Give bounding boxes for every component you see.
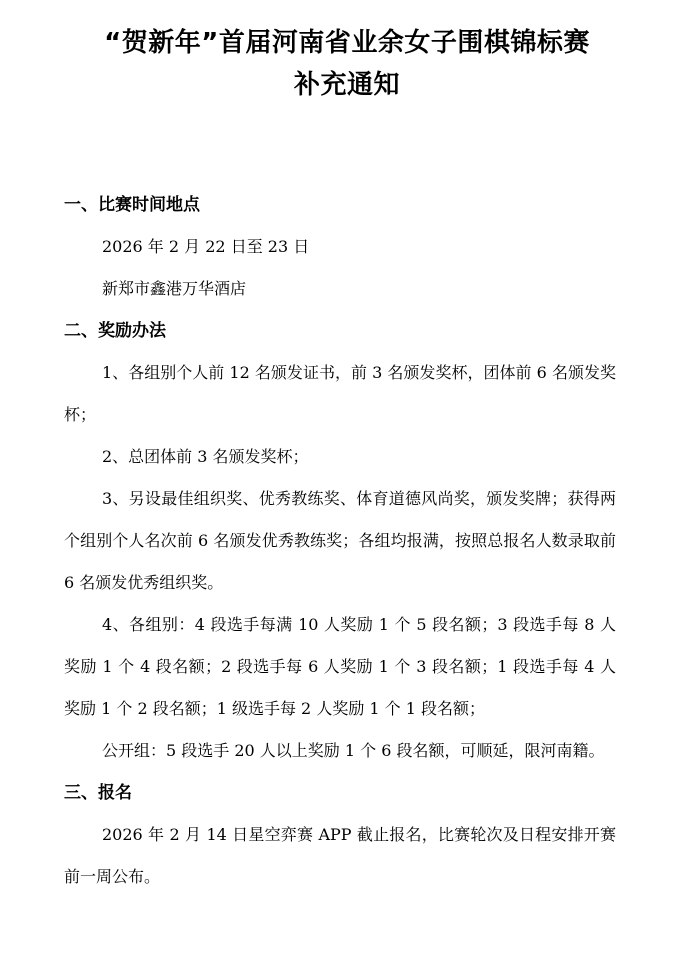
- event-venue: 新郑市鑫港万华酒店: [102, 279, 247, 298]
- section-registration: [64, 772, 616, 898]
- award-item-2: 2、总团体前 3 名颁发奖杯；: [102, 447, 309, 466]
- section-heading: 二、奖励办法: [64, 321, 166, 341]
- award-open-group: 公开组：5 段选手 20 人以上奖励 1 个 6 段名额，可顺延，限河南籍。: [102, 741, 605, 760]
- section-awards: [64, 310, 616, 772]
- title-line-1: “贺新年”首届河南省业余女子围棋锦标赛: [104, 28, 590, 58]
- document-title: [58, 22, 636, 106]
- title-line-2: 补充通知: [293, 70, 400, 100]
- section-heading: 一、比赛时间地点: [64, 195, 200, 215]
- award-item-1: 1、各组别个人前 12 名颁发证书，前 3 名颁发奖杯，团体前 6 名颁发奖杯；: [64, 363, 616, 424]
- title-spacer: [64, 106, 616, 184]
- award-item-3: 3、另设最佳组织奖、优秀教练奖、体育道德风尚奖，颁发奖牌；获得两个组别个人名次前 6 名颁发优秀教练奖；各组均报满，按照总报名人数录取前 6 名颁发优秀组织奖。: [64, 489, 616, 592]
- award-item-4: 4、各组别：4 段选手每满 10 人奖励 1 个 5 段名额；3 段选手每 8 人奖励 1 个 4 段名额；2 段选手每 6 人奖励 1 个 3 段名额；1 段选手每 4 人奖励 1 个 2 段名额；1 级选手每 2 人奖励 1 个 1 段名额；: [64, 615, 616, 718]
- section-time-location: [64, 184, 616, 310]
- event-date: 2026 年 2 月 22 日至 23 日: [102, 237, 310, 256]
- registration-info: 2026 年 2 月 14 日星空弈赛 APP 截止报名，比赛轮次及日程安排开赛前一周公布。: [64, 825, 616, 886]
- section-heading: 三、报名: [64, 783, 132, 803]
